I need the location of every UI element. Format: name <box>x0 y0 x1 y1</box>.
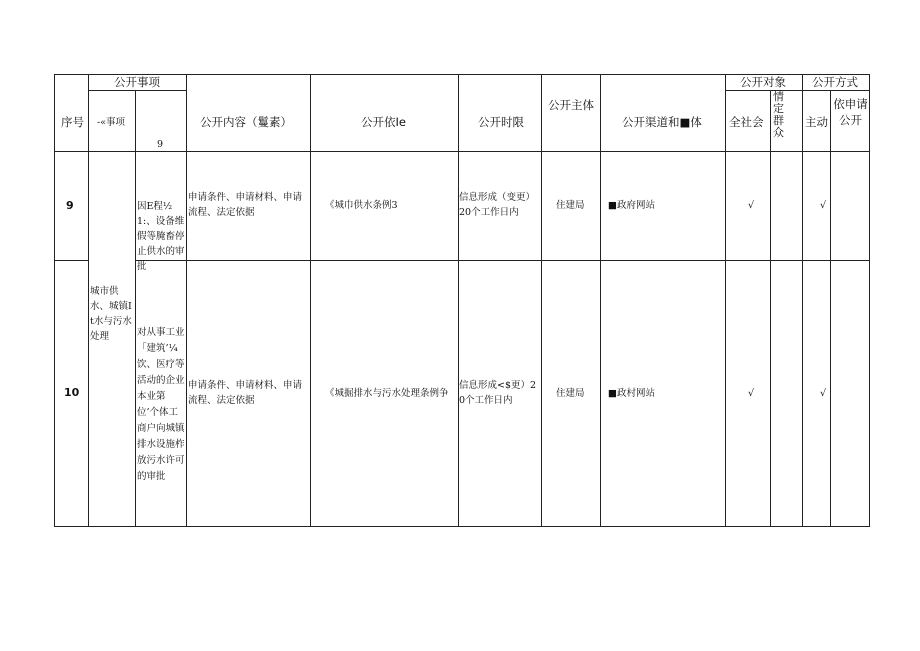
rule-v7 <box>600 74 601 527</box>
row-10-channel: ■政村网站 <box>608 388 655 399</box>
rule-v11 <box>830 90 831 527</box>
header-basis: 公开依Ie <box>361 115 406 129</box>
row-9-seq: 9 <box>66 199 74 212</box>
row-9-target-all: √ <box>748 200 755 211</box>
row-9-subject: 住建局 <box>556 200 585 211</box>
row-10-matter: 对从事工业「建筑’¼饮、医疗等活动的企业本业第位’个体工商户向城镇排水设施柞放污水许可的审批 <box>137 327 185 482</box>
rule-row9-bottom-left <box>54 260 89 261</box>
rule-subheader-target <box>725 90 870 91</box>
row-10-basis: 《城掘排水与污水处理条例争 <box>325 388 449 399</box>
rule-header-bottom <box>54 151 870 152</box>
row-9-time-limit: 信息形成（变更）20个工作日内 <box>459 192 536 218</box>
rule-v2 <box>135 90 136 527</box>
rule-bottom <box>54 526 870 527</box>
header-method-active: 主动 <box>805 115 828 129</box>
rule-v3 <box>186 74 187 527</box>
rule-row9-bottom-right <box>135 260 870 261</box>
row-10-content: 申请条件、申请材料、申请流程、法定依据 <box>188 380 303 406</box>
header-content: 公开内容（鬘素） <box>200 115 292 129</box>
rule-v5 <box>458 74 459 527</box>
header-matter-sub2: 9 <box>157 139 164 150</box>
header-method-request: 依申请公开 <box>833 97 868 127</box>
row-10-target-all: √ <box>748 388 755 399</box>
rule-v8 <box>725 74 726 527</box>
header-target-group: 公开对象 <box>740 75 786 89</box>
rule-v4 <box>310 74 311 527</box>
header-channel: 公开渠道和■体 <box>622 115 702 129</box>
header-time-limit: 公开时限 <box>478 115 524 129</box>
row-9-basis: 《城巾供水条例3 <box>325 200 398 211</box>
rule-subheader-matter <box>88 90 186 91</box>
header-target-specific: 情定群众 <box>773 90 784 139</box>
row-10-method-active: √ <box>820 388 827 399</box>
header-matter-group: 公开事项 <box>114 75 160 89</box>
row-9-content: 申请条件、申请材料、申请流程、法定依据 <box>188 192 303 218</box>
row-9-channel: ■政府网站 <box>608 200 655 211</box>
rule-v0 <box>54 74 55 527</box>
category-cell: 城市供水、城镇It水与污水处理 <box>90 286 132 342</box>
row-10-seq: 10 <box>64 386 80 399</box>
row-9-method-active: √ <box>820 200 827 211</box>
rule-v10 <box>802 74 803 527</box>
header-subject: 公开主体 <box>548 98 594 112</box>
header-seq: 序号 <box>61 115 84 129</box>
row-9-matter: 因E程½1:、设备维假等腌畜停止供水的审批 <box>137 201 185 272</box>
rule-v12 <box>869 74 870 527</box>
header-target-all: 全社会 <box>729 115 764 129</box>
row-10-time-limit: 信息形成<$更）20个工作日内 <box>459 380 537 406</box>
rule-v6 <box>541 74 542 527</box>
header-matter-sub1: -«事项 <box>97 117 126 128</box>
rule-v1 <box>88 74 89 527</box>
rule-v9 <box>770 90 771 527</box>
row-10-subject: 住建局 <box>556 388 585 399</box>
header-method-group: 公开方式 <box>812 75 858 89</box>
